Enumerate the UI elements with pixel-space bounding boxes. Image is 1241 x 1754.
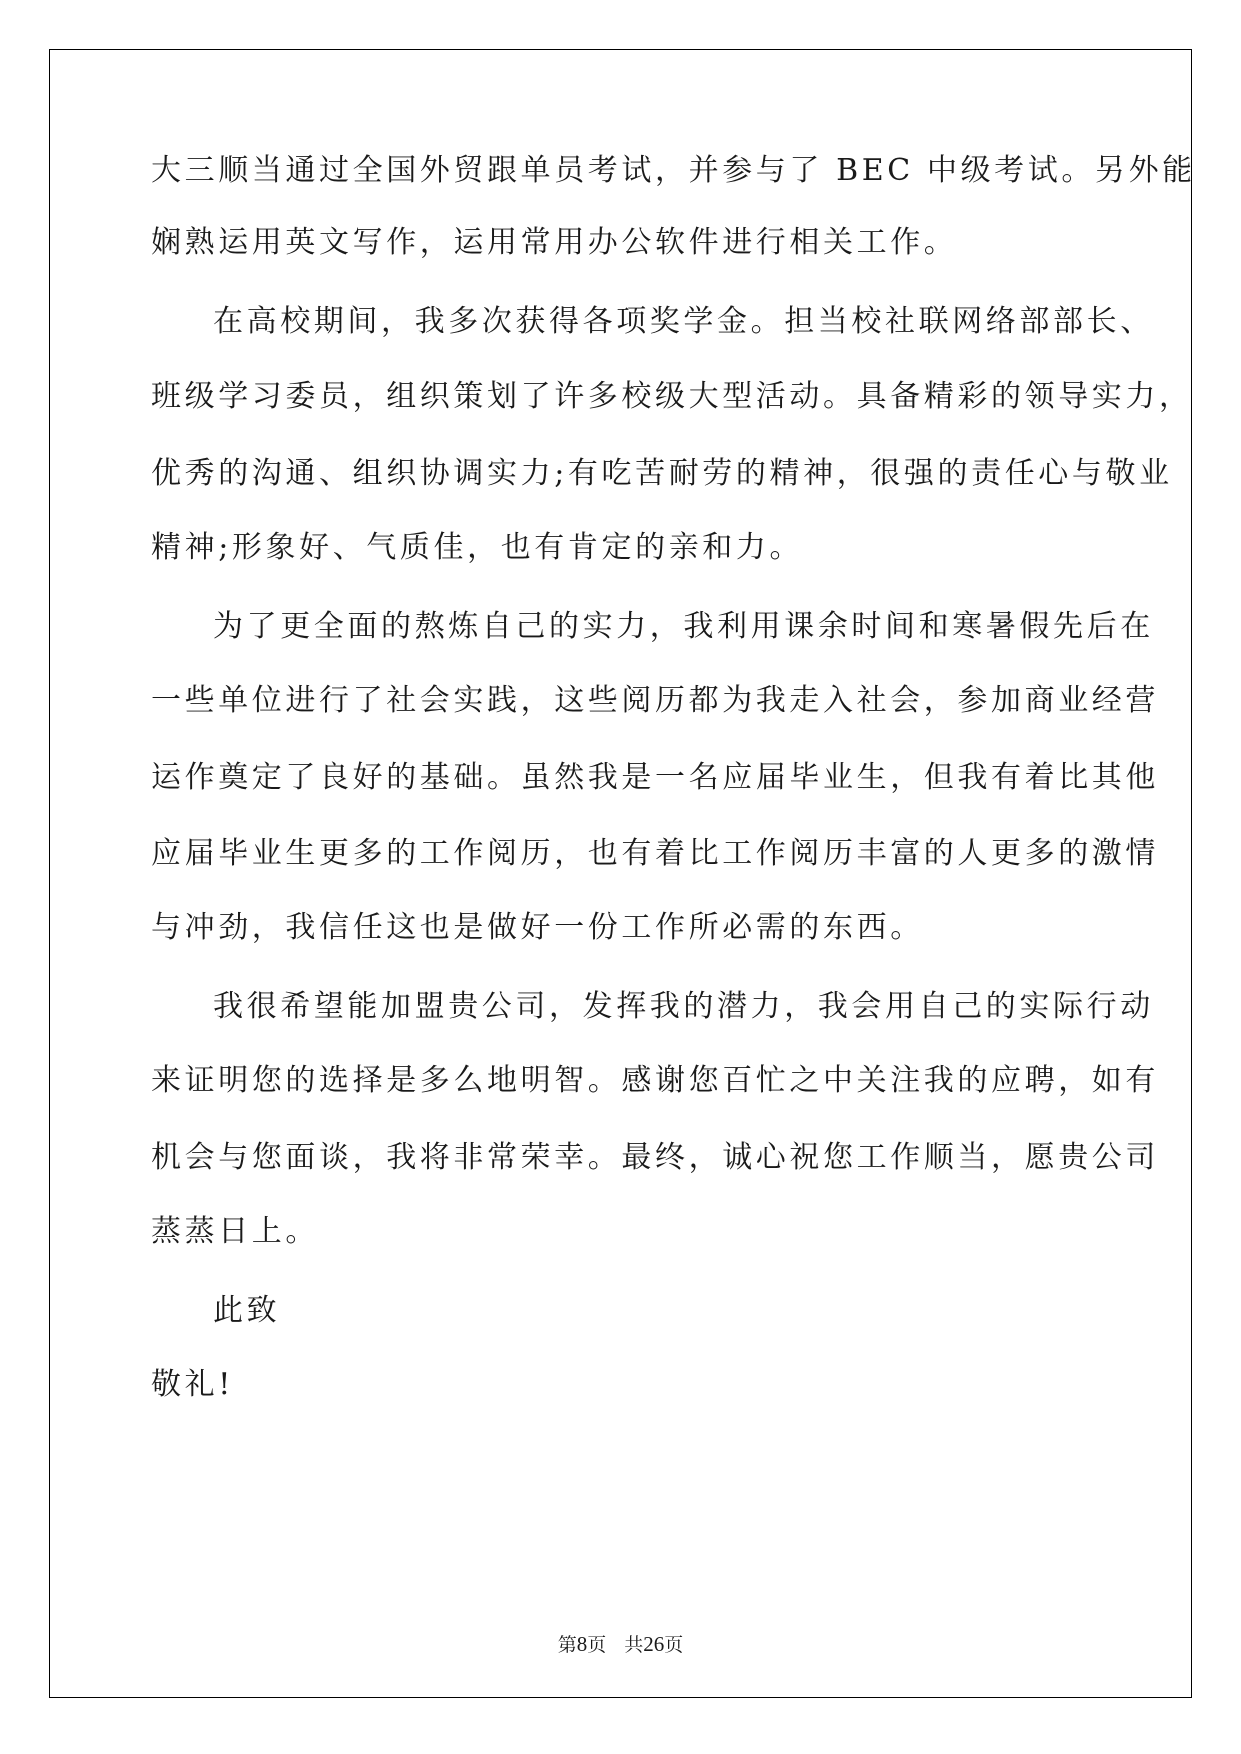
- page-suffix: 页: [587, 1635, 607, 1656]
- closing-regards: 敬礼!: [151, 1367, 234, 1402]
- total-prefix: 共: [624, 1635, 644, 1656]
- text-line: 大三顺当通过全国外贸跟单员考试，并参与了 BEC 中级考试。另外能: [151, 153, 1196, 188]
- text-line: 为了更全面的熬炼自己的实力，我利用课余时间和寒暑假先后在: [213, 609, 1154, 644]
- text-line: 优秀的沟通、组织协调实力;有吃苦耐劳的精神，很强的责任心与敬业: [151, 456, 1173, 491]
- text-line: 应届毕业生更多的工作阅历，也有着比工作阅历丰富的人更多的激情: [151, 836, 1159, 871]
- text-line: 娴熟运用英文写作，运用常用办公软件进行相关工作。: [151, 225, 958, 260]
- text-line: 机会与您面谈，我将非常荣幸。最终，诚心祝您工作顺当，愿贵公司: [151, 1140, 1159, 1175]
- text-line: 蒸蒸日上。: [151, 1214, 319, 1249]
- closing-salutation: 此致: [213, 1293, 281, 1328]
- text-line: 来证明您的选择是多么地明智。感谢您百忙之中关注我的应聘，如有: [151, 1063, 1159, 1098]
- text-line: 运作奠定了良好的基础。虽然我是一名应届毕业生，但我有着比其他: [151, 760, 1159, 795]
- text-line: 精神;形象好、气质佳，也有肯定的亲和力。: [151, 530, 804, 565]
- page-number: 8: [576, 1632, 588, 1656]
- page-border: [49, 49, 1192, 1698]
- text-line: 我很希望能加盟贵公司，发挥我的潜力，我会用自己的实际行动: [213, 989, 1154, 1024]
- page-footer: [0, 1630, 1241, 1657]
- text-line: 在高校期间，我多次获得各项奖学金。担当校社联网络部部长、: [213, 304, 1154, 339]
- total-suffix: 页: [664, 1635, 684, 1656]
- text-line: 班级学习委员，组织策划了许多校级大型活动。具备精彩的领导实力，: [151, 379, 1193, 414]
- page-prefix: 第: [557, 1635, 577, 1656]
- text-line: 与冲劲，我信任这也是做好一份工作所必需的东西。: [151, 910, 924, 945]
- text-line: 一些单位进行了社会实践，这些阅历都为我走入社会，参加商业经营: [151, 683, 1159, 718]
- total-pages: 26: [643, 1632, 665, 1656]
